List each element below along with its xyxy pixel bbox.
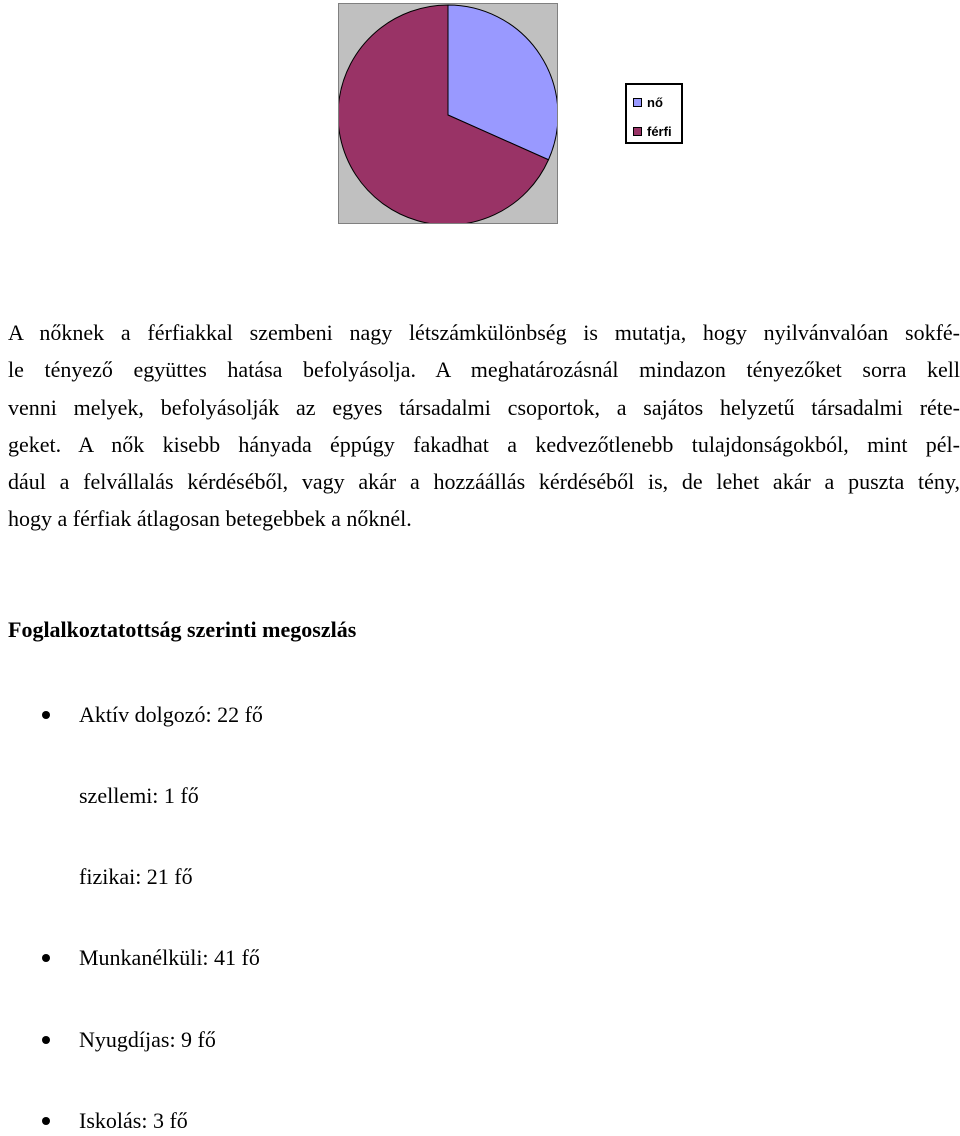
pie-chart [338,3,558,224]
list-item-text: Nyugdíjas: 9 fő [79,1027,216,1052]
list-item-text: Iskolás: 3 fő [79,1108,188,1133]
paragraph-line: A nőknek a férfiakkal szembeni nagy létszámkülönbség is mutatja, hogy nyilvánvalóan sokfé- [8,320,960,345]
bullet-icon [42,1117,50,1125]
legend-label-no: nő [647,94,663,110]
section-heading: Foglalkoztatottság szerinti megoszlás [8,617,357,642]
chart-legend [625,83,683,144]
list-item-text: szellemi: 1 fő [79,783,199,808]
paragraph-line: venni melyek, befolyásolják az egyes társadalmi csoportok, a sajátos helyzetű társadalmi réte- [8,394,960,420]
list-item-text: Aktív dolgozó: 22 fő [79,702,263,727]
bullet-icon [42,1036,50,1044]
bullet-icon [42,711,50,719]
legend-swatch-ferfi [633,127,642,136]
paragraph-line: geket. A nők kisebb hányada éppúgy fakadhat a kedvezőtlenebb tulajdonságokból, mint pél- [8,431,960,457]
body-paragraph [8,314,960,538]
legend-item-ferfi [633,123,672,139]
list-item-text: Munkanélküli: 41 fő [79,945,260,970]
legend-swatch-no [633,98,642,107]
bullet-icon [42,954,50,962]
legend-label-ferfi: férfi [647,123,672,139]
list-item-text: fizikai: 21 fő [79,864,193,889]
paragraph-line: hogy a férfiak átlagosan betegebbek a nőknél. [8,506,412,532]
paragraph-line: dául a felvállalás kérdéséből, vagy akár a hozzáállás kérdéséből is, de lehet akár a puszta tény, [8,469,960,495]
legend-item-no [633,94,663,110]
pie-chart-svg [339,4,557,223]
paragraph-line: le tényező együttes hatása befolyásolja. A meghatározásnál mindazon tényezőket sorra kell [8,357,960,383]
